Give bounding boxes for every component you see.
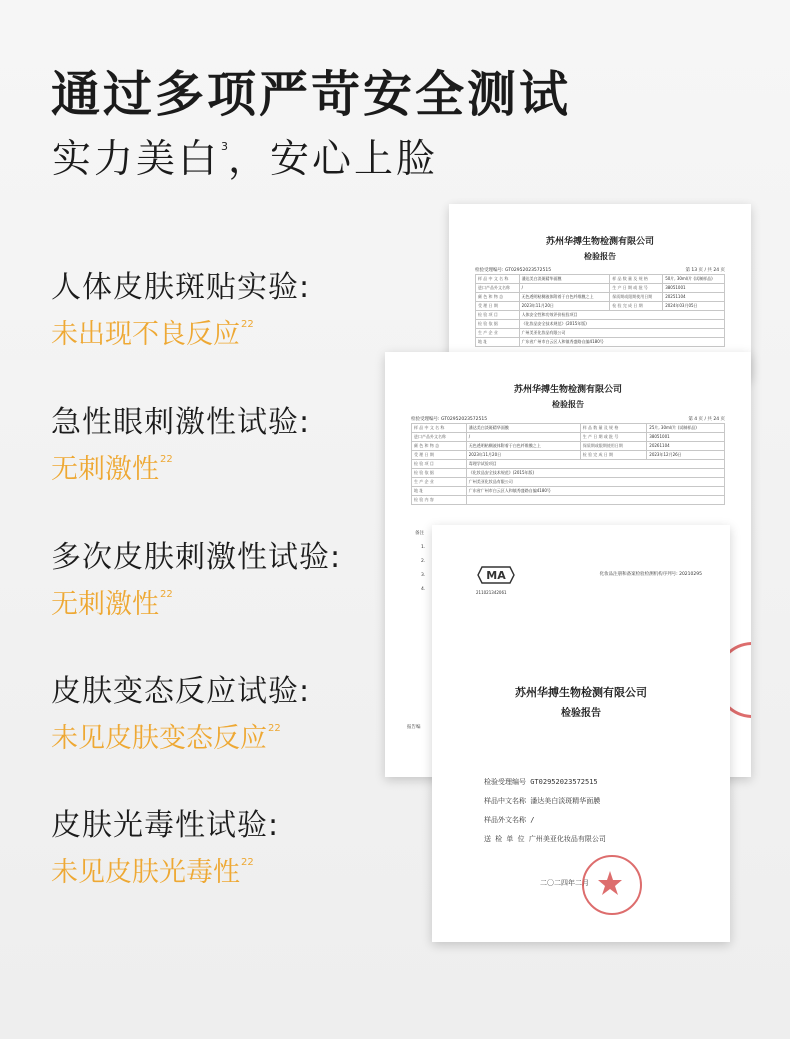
table-row bbox=[476, 311, 725, 320]
report-company: 苏州华搏生物检测有限公司 bbox=[545, 237, 654, 247]
test-result bbox=[51, 850, 279, 889]
test-item bbox=[51, 262, 310, 351]
test-footnote: 22 bbox=[268, 723, 281, 734]
cma-logo-icon bbox=[476, 565, 516, 585]
report-meta bbox=[411, 416, 725, 422]
report-footer: 报告编 bbox=[407, 725, 421, 730]
cover-date: 二〇二四年二月 bbox=[540, 879, 589, 887]
cell: 样 品 数 量 及 规 格 bbox=[580, 424, 647, 433]
cell: 样 品 数 量 及 规 格 bbox=[610, 275, 663, 284]
cover-field: 样品中文名称 潘达美白淡斑精华面膜 bbox=[484, 797, 601, 805]
notes-label: 备注 bbox=[415, 531, 424, 536]
report-meta bbox=[475, 267, 725, 273]
test-result bbox=[51, 716, 310, 755]
page-subtitle bbox=[52, 128, 438, 184]
cell: 38051001 bbox=[647, 433, 725, 442]
cell: 无色透明粘稠液体附着于白色纤维膜之上 bbox=[466, 442, 580, 451]
test-item bbox=[51, 532, 341, 621]
test-result bbox=[51, 447, 310, 486]
cell: / bbox=[466, 433, 580, 442]
accept-number: 检验受理编号: GT0295202357251​5 bbox=[475, 268, 552, 273]
cell bbox=[466, 496, 724, 505]
cell: 保质期或限期使用日期 bbox=[580, 442, 647, 451]
stamp-seal bbox=[582, 855, 642, 915]
table-row bbox=[476, 275, 725, 284]
cell: 20261104 bbox=[647, 442, 725, 451]
test-result bbox=[51, 582, 341, 621]
test-result-text: 无刺激性 bbox=[51, 454, 159, 485]
report-cover bbox=[432, 525, 730, 942]
report-company: 苏州华搏生物检测有限公司 bbox=[513, 385, 622, 395]
cover-fields bbox=[484, 777, 606, 844]
test-name: 急性眼刺激性试验: bbox=[51, 405, 311, 440]
cell: 生 产 企 业 bbox=[412, 478, 467, 487]
test-result-text: 无刺激性 bbox=[51, 589, 159, 620]
subtitle-rest: ，安心上脸 bbox=[228, 137, 439, 182]
table-row bbox=[412, 487, 725, 496]
test-item bbox=[51, 666, 310, 755]
cover-title: 检验报告 bbox=[561, 708, 601, 719]
cma-label: MA bbox=[486, 569, 506, 582]
cell: 检 验 依 据 bbox=[476, 320, 520, 329]
cell: 颜 色 和 物 态 bbox=[412, 442, 467, 451]
cell: 25片, 30ml/片 (试制样品) bbox=[647, 424, 725, 433]
test-name: 多次皮肤刺激性试验: bbox=[51, 540, 342, 575]
table-row bbox=[476, 329, 725, 338]
table-row bbox=[476, 284, 725, 293]
cover-field: 样品外文名称 / bbox=[484, 816, 535, 824]
cell: 2023年12月26日 bbox=[647, 451, 725, 460]
cell: 38051001 bbox=[663, 284, 725, 293]
report-notes bbox=[415, 530, 425, 592]
table-row bbox=[476, 293, 725, 302]
seal-star-icon bbox=[582, 855, 638, 911]
table-row bbox=[412, 460, 725, 469]
report-table bbox=[411, 423, 725, 505]
cma-code: 211021342061 bbox=[476, 590, 507, 595]
cell: 检 验 依 据 bbox=[412, 469, 467, 478]
cell: 进口产品外文名称 bbox=[476, 284, 520, 293]
subtitle-footnote: 3 bbox=[221, 140, 229, 153]
cell: 地 址 bbox=[412, 487, 467, 496]
table-row bbox=[412, 424, 725, 433]
report-title: 检验报告 bbox=[584, 252, 616, 261]
table-row bbox=[412, 451, 725, 460]
cell: / bbox=[519, 284, 610, 293]
test-footnote: 22 bbox=[160, 589, 173, 600]
cell: 检 验 完 成 日 期 bbox=[580, 451, 647, 460]
cell: 受 理 日 期 bbox=[476, 302, 520, 311]
report-header bbox=[385, 352, 751, 410]
table-row bbox=[476, 338, 725, 347]
table-row bbox=[412, 442, 725, 451]
cell: 20251104 bbox=[663, 293, 725, 302]
report-table bbox=[475, 274, 725, 347]
cert-serial: 化妆品注册和备案检验检测机构序列号: 20210295 bbox=[599, 572, 702, 577]
test-item bbox=[51, 800, 279, 889]
test-result bbox=[51, 312, 310, 351]
report-title: 检验报告 bbox=[552, 400, 584, 409]
cell: 2023年11月20日 bbox=[466, 451, 580, 460]
cell: 颜 色 和 物 态 bbox=[476, 293, 520, 302]
cover-field: 送 检 单 位 广州美亚化妆品有限公司 bbox=[484, 835, 606, 843]
cell: 广州美亚化妆品有限公司 bbox=[519, 329, 724, 338]
test-footnote: 22 bbox=[241, 857, 254, 868]
cell: 受 理 日 期 bbox=[412, 451, 467, 460]
cell: 无色透明粘稠液体附着于白色纤维膜之上 bbox=[519, 293, 610, 302]
test-footnote: 22 bbox=[241, 319, 254, 330]
note-item: 2. bbox=[421, 559, 426, 564]
accept-number: 检验受理编号: GT02952023572515 bbox=[411, 417, 488, 422]
report-header bbox=[449, 204, 751, 262]
test-name: 皮肤光毒性试验: bbox=[51, 808, 280, 843]
test-name: 皮肤变态反应试验: bbox=[51, 674, 311, 709]
cma-mark bbox=[476, 565, 526, 595]
note-item: 1. bbox=[421, 545, 426, 550]
cell: 样 品 中 文 名 称 bbox=[476, 275, 520, 284]
cell: 人体安全性和功效评价检验项目 bbox=[519, 311, 724, 320]
cell: 生 产 日 期 或 批 号 bbox=[610, 284, 663, 293]
cell: 地 址 bbox=[476, 338, 520, 347]
cell: 检 验 项 目 bbox=[476, 311, 520, 320]
cell: 检 验 完 成 日 期 bbox=[610, 302, 663, 311]
table-row bbox=[412, 469, 725, 478]
test-item bbox=[51, 397, 310, 486]
note-item: 4. bbox=[421, 587, 426, 592]
cell: 进口产品外文名称 bbox=[412, 433, 467, 442]
note-item: 3. bbox=[421, 573, 426, 578]
cell: 潘达美白淡斑精华面膜 bbox=[519, 275, 610, 284]
cell: 《化妆品安全技术规范》(2015年版) bbox=[519, 320, 724, 329]
cell: 样 品 中 文 名 称 bbox=[412, 424, 467, 433]
cell: 50片, 30ml/片 (试制样品) bbox=[663, 275, 725, 284]
cell: 广东省广州市白云区人和镇秀盛路自编4180号 bbox=[519, 338, 724, 347]
table-row bbox=[412, 433, 725, 442]
cover-field: 检验受理编号 GT02952023572515 bbox=[484, 778, 598, 786]
cell: 检 验 内 容 bbox=[412, 496, 467, 505]
test-name: 人体皮肤斑贴实验: bbox=[51, 270, 311, 305]
test-result-text: 未见皮肤变态反应 bbox=[51, 723, 267, 754]
cell: 广东省广州市白云区人和镇秀盛路自编4180号 bbox=[466, 487, 724, 496]
cell: 保质期或限期使用日期 bbox=[610, 293, 663, 302]
cell: 潘达美白淡斑精华面膜 bbox=[466, 424, 580, 433]
page-number: 第 13 页 / 共 24 页 bbox=[685, 268, 725, 273]
cell: 2024年03月05日 bbox=[663, 302, 725, 311]
cell: 毒理学试验项目 bbox=[466, 460, 724, 469]
table-row bbox=[412, 478, 725, 487]
cell: 《化妆品安全技术规范》(2015年版) bbox=[466, 469, 724, 478]
cell: 生 产 企 业 bbox=[476, 329, 520, 338]
table-row bbox=[412, 496, 725, 505]
test-result-text: 未出现不良反应 bbox=[51, 319, 240, 350]
cell: 检 验 项 目 bbox=[412, 460, 467, 469]
page-title: 通过多项严苛安全测试 bbox=[51, 66, 572, 123]
table-row bbox=[476, 302, 725, 311]
subtitle-text: 实力美白 bbox=[52, 137, 221, 182]
cell: 广州美亚化妆品有限公司 bbox=[466, 478, 724, 487]
test-result-text: 未见皮肤光毒性 bbox=[51, 857, 240, 888]
cell: 2023年11月20日 bbox=[519, 302, 610, 311]
test-footnote: 22 bbox=[160, 454, 173, 465]
cover-header bbox=[432, 684, 730, 719]
page-number: 第 4 页 / 共 24 页 bbox=[688, 417, 725, 422]
cover-company: 苏州华搏生物检测有限公司 bbox=[515, 686, 647, 699]
cell: 生 产 日 期 或 批 号 bbox=[580, 433, 647, 442]
table-row bbox=[476, 320, 725, 329]
